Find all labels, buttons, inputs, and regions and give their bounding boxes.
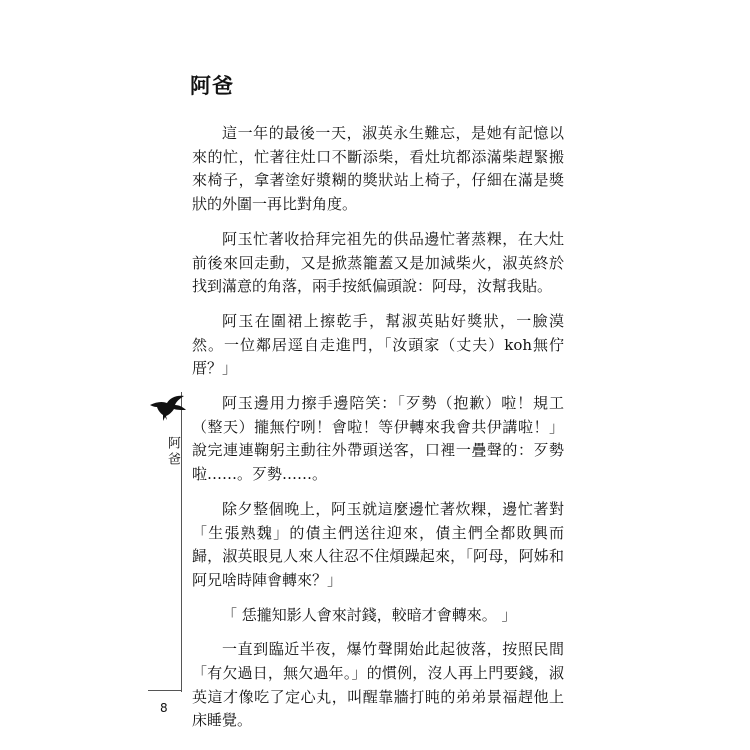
paragraph-1: 這一年的最後一天，淑英永生難忘，是她有記憶以來的忙，忙著往灶口不斷添柴，看灶坑都添滿柴趕緊搬來椅子，拿著塗好漿糊的獎狀站上椅子，仔細在滿是獎狀的外圍一再比對角度。 [192, 124, 564, 214]
paragraph-2: 阿玉忙著收拾拜完祖先的供品邊忙著蒸粿，在大灶前後來回走動，又是掀蒸籠蓋又是加減柴火，淑英終於找到滿意的角落，兩手按紙偏頭說：阿母，汝幫我貼。 [192, 229, 564, 296]
paragraph-4: 阿玉邊用力擦手邊陪笑：「歹勢（抱歉）啦！規工（整天）攏無佇咧！會啦！等伊轉來我會共伊講啦！」說完連連鞠躬主動往外帶頭送客，口裡一疊聲的：歹勢啦……。歹勢……。 [192, 394, 564, 484]
paragraph-3: 阿玉在圍裙上擦乾手，幫淑英貼好獎狀，一臉漠然。一位鄰居逕自走進門，「汝頭家（丈夫）koh無佇厝？」 [192, 311, 564, 378]
paragraph-6: 「 恁攏知影人會來討錢，較暗才會轉來。 」 [222, 605, 517, 624]
paragraph-7: 一直到臨近半夜，爆竹聲開始此起彼落，按照民間「有欠過日，無欠過年。」的慣例，沒人再上門要錢，淑英這才像吃了定心丸，叫醒靠牆打盹的弟弟景福趕他上床睡覺。 [192, 640, 564, 730]
paragraph-5: 除夕整個晚上，阿玉就這麼邊忙著炊粿，邊忙著對「生張熟魏」的債主們送往迎來，債主們全都敗興而歸，淑英眼見人來人往忍不住煩躁起來，「阿母，阿姊和阿兄啥時陣會轉來？」 [192, 499, 564, 589]
margin-divider-line [181, 392, 182, 692]
chapter-body [192, 122, 564, 744]
crow-icon [148, 390, 188, 422]
page-number: 8 [160, 701, 168, 715]
running-head-title: 阿爸 [165, 436, 180, 468]
page-number-rule [148, 690, 182, 691]
chapter-title: 阿爸 [190, 74, 234, 98]
